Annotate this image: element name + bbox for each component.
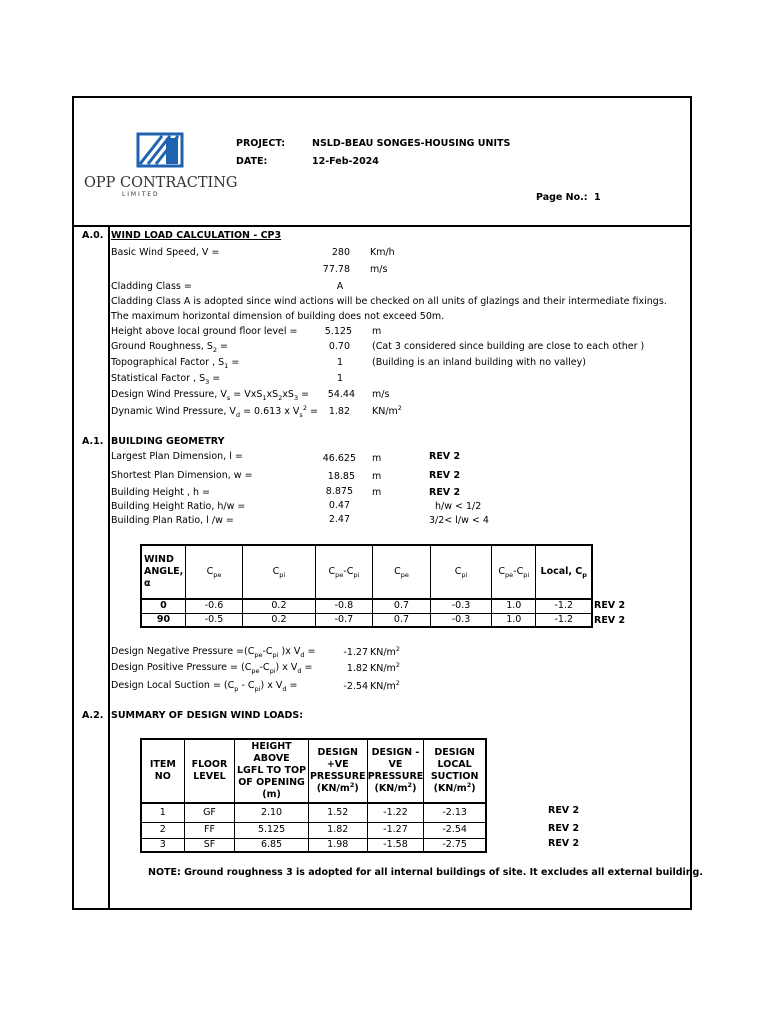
- design-pressure-label: Design Wind Pressure, $V_s = VxS_1xS_2xS_3$ =: [111, 389, 310, 402]
- unit-m-l: m: [372, 453, 382, 464]
- rev-angle-90: REV 2: [594, 615, 626, 626]
- cladding-note: Cladding Class A is adopted since wind actions will be checked on all units of glazings and their intermediate fixings.: [111, 296, 667, 307]
- page-label: Page No.:: [536, 192, 588, 203]
- rev-largest: REV 2: [429, 451, 461, 462]
- largest-value: 46.625: [322, 453, 356, 464]
- roughness-label: Ground Roughness, $S_2$ =: [111, 341, 228, 354]
- table-row: 0 -0.6 0.2 -0.8 0.7 -0.3 1.0 -1.2: [141, 599, 592, 613]
- project-label: PROJECT:: [236, 138, 286, 149]
- rev-row-1: REV 2: [548, 805, 580, 816]
- shortest-value: 18.85: [327, 471, 355, 482]
- dynamic-label: Dynamic Wind Pressure, $V_d = 0.613$ x $V_s^2$ =: [111, 403, 318, 419]
- col-floor-level: FLOOR LEVEL: [184, 739, 235, 803]
- dimension-note: The maximum horizontal dimension of building does not exceed 50m.: [111, 311, 445, 322]
- largest-label: Largest Plan Dimension, l =: [111, 451, 243, 462]
- unit-m: m: [372, 326, 382, 337]
- date-value: 12-Feb-2024: [312, 156, 379, 167]
- design-pressure-value: 54.44: [327, 389, 355, 400]
- lw-note: 3/2< l/w < 4: [429, 515, 489, 526]
- local-suction-label: Design Local Suction = $(C_p - C_{pi})$ x $V_d$ =: [111, 680, 298, 693]
- col-cpe-cpi: $C_{pe}-C_{pi}$: [315, 545, 372, 599]
- col-local: Local, $C_p$: [536, 545, 592, 599]
- rev-row-2: REV 2: [548, 823, 580, 834]
- topo-label: Topographical Factor , $S_1$ =: [111, 357, 240, 370]
- section-a2-title: SUMMARY OF DESIGN WIND LOADS:: [111, 710, 304, 721]
- section-a0-title: WIND LOAD CALCULATION - CP3: [111, 230, 282, 241]
- unit-m-w: m: [372, 471, 382, 482]
- rev-shortest: REV 2: [429, 470, 461, 481]
- col-wind-angle: WIND ANGLE, α: [141, 545, 185, 599]
- summary-table: [140, 738, 487, 853]
- unit-kn: $KN/m^2$: [372, 403, 402, 417]
- basic-speed-ms: 77.78: [322, 264, 350, 275]
- table-row: 1 GF 2.10 1.52 -1.22 -2.13: [141, 803, 486, 822]
- pressure-coefficient-table: [140, 544, 593, 628]
- rev-height: REV 2: [429, 487, 461, 498]
- pos-pressure-label: Design Positive Pressure = $(C_{pe}-C_{pi})$ x $V_d$ =: [111, 662, 313, 675]
- col-pos-pressure: DESIGN +VE PRESSURE $(KN/m^2)$: [308, 739, 367, 803]
- local-suction-value: -2.54: [343, 681, 368, 692]
- project-value: NSLD-BEAU SONGES-HOUSING UNITS: [312, 138, 511, 149]
- hw-label: Building Height Ratio, h/w =: [111, 501, 246, 512]
- col-local-suction: DESIGN LOCAL SUCTION $(KN/m^2)$: [424, 739, 486, 803]
- unit-kn-neg: $KN/m^2$: [370, 644, 400, 658]
- section-column-divider: [108, 226, 110, 910]
- header-divider: [72, 225, 692, 227]
- col-height: HEIGHT ABOVE LGFL TO TOP OF OPENING (m): [235, 739, 308, 803]
- rev-angle-0: REV 2: [594, 600, 626, 611]
- section-a1-title: BUILDING GEOMETRY: [111, 436, 225, 447]
- dynamic-value: 1.82: [328, 406, 350, 417]
- unit-ms: m/s: [370, 264, 388, 275]
- section-a2-number: A.2.: [82, 710, 104, 721]
- col-cpi: $C_{pi}$: [243, 545, 316, 599]
- footer-note: NOTE: Ground roughness 3 is adopted for all internal buildings of site. It excludes all external building.: [148, 867, 703, 878]
- basic-speed-label: Basic Wind Speed, V =: [111, 247, 220, 258]
- page-number: 1: [594, 192, 601, 203]
- company-logo: [82, 120, 238, 216]
- shortest-label: Shortest Plan Dimension, w =: [111, 470, 253, 481]
- rev-row-3: REV 2: [548, 838, 580, 849]
- unit-kn-pos: $KN/m^2$: [370, 660, 400, 674]
- unit-kmh: Km/h: [370, 247, 395, 258]
- stat-value: 1: [336, 373, 344, 384]
- hw-note: h/w < 1/2: [435, 501, 482, 512]
- col-cpe-2: $C_{pe}$: [372, 545, 430, 599]
- col-item-no: ITEM NO: [141, 739, 184, 803]
- table-row: 90 -0.5 0.2 -0.7 0.7 -0.3 1.0 -1.2: [141, 613, 592, 627]
- hw-value: 0.47: [328, 500, 350, 511]
- unit-ms-2: m/s: [372, 389, 390, 400]
- section-a1-number: A.1.: [82, 436, 104, 447]
- unit-kn-local: $KN/m^2$: [370, 678, 400, 692]
- pos-pressure-value: 1.82: [346, 663, 368, 674]
- topo-note: (Building is an inland building with no valley): [372, 357, 586, 368]
- table-row: 3 SF 6.85 1.98 -1.58 -2.75: [141, 838, 486, 852]
- roughness-note: (Cat 3 considered since building are close to each other ): [372, 341, 645, 352]
- height-label: Height above local ground floor level =: [111, 326, 298, 337]
- logo-subtitle: L I M I T E D: [122, 191, 158, 198]
- cladding-value: A: [336, 281, 344, 292]
- col-cpi-2: $C_{pi}$: [431, 545, 492, 599]
- logo-name: OPP CONTRACTING: [84, 175, 238, 191]
- date-label: DATE:: [236, 156, 268, 167]
- bheight-label: Building Height , h =: [111, 487, 211, 498]
- neg-pressure-label: Design Negative Pressure $=(C_{pe}-C_{pi}$ )x $V_d$ =: [111, 646, 316, 659]
- stat-label: Statistical Factor , $S_3$ =: [111, 373, 221, 386]
- cladding-label: Cladding Class =: [111, 281, 192, 292]
- lw-value: 2.47: [328, 514, 350, 525]
- col-neg-pressure: DESIGN - VE PRESSURE $(KN/m^2)$: [367, 739, 424, 803]
- col-cpe: $C_{pe}$: [185, 545, 242, 599]
- basic-speed-kmh: 280: [331, 247, 350, 258]
- bheight-value: 8.875: [325, 486, 353, 497]
- height-value: 5.125: [324, 326, 352, 337]
- section-a0-number: A.0.: [82, 230, 104, 241]
- lw-label: Building Plan Ratio, l /w =: [111, 515, 234, 526]
- unit-m-h: m: [372, 487, 382, 498]
- col-cpe-cpi-2: $C_{pe}-C_{pi}$: [492, 545, 536, 599]
- roughness-value: 0.70: [328, 341, 350, 352]
- table-row: 2 FF 5.125 1.82 -1.27 -2.54: [141, 822, 486, 838]
- logo-icon: [82, 120, 222, 216]
- neg-pressure-value: -1.27: [343, 647, 368, 658]
- topo-value: 1: [336, 357, 344, 368]
